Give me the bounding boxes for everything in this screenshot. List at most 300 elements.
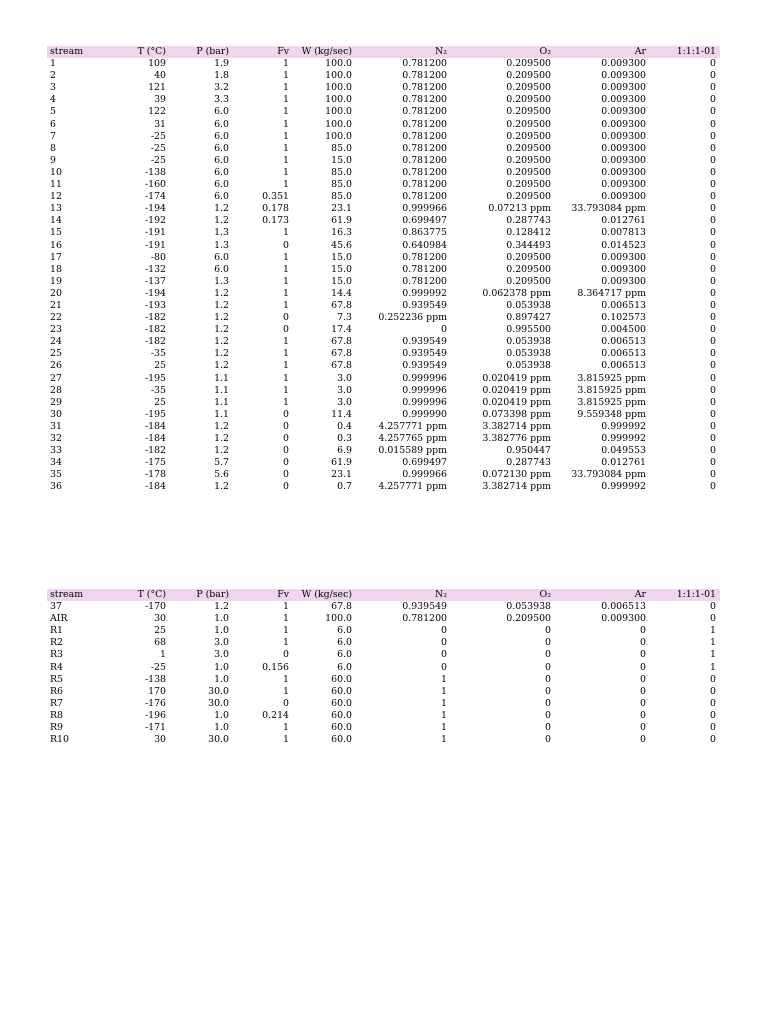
- col-n2-cell: 1: [441, 673, 447, 685]
- col-ar-cell: 0: [640, 637, 646, 649]
- col-vapor-fraction-cell: 1: [283, 154, 289, 166]
- col-1-1-1-01-header: 1:1:1-01: [650, 589, 720, 601]
- col-mass-flow-cell: 15.0: [331, 263, 352, 275]
- col-mass-flow-cell: 15.0: [331, 275, 352, 287]
- col-stream-cell: R9: [50, 722, 64, 734]
- col-pressure-cell: 6.0: [214, 191, 229, 203]
- col-o2-cell: 0.053938: [506, 336, 551, 348]
- col-stream-cell: 23: [50, 324, 62, 336]
- col-n2-cell: 0.781200: [402, 154, 447, 166]
- col-ar-cell: 3.815925 ppm: [577, 384, 646, 396]
- col-o2-cell: 3.382714 ppm: [482, 481, 551, 493]
- col-n2-cell: 0: [441, 324, 447, 336]
- col-vapor-fraction-cell: 0: [283, 239, 289, 251]
- col-vapor-fraction-cell: 1: [283, 94, 289, 106]
- table-row: [47, 131, 720, 143]
- col-n2-cell: 0.699497: [402, 457, 447, 469]
- col-o2-cell: 0.897427: [506, 312, 551, 324]
- col-1-1-1-01-cell: 0: [710, 336, 716, 348]
- table-row: [47, 385, 720, 397]
- col-temperature-cell: 1: [160, 649, 166, 661]
- col-vapor-fraction-cell: 1: [283, 734, 289, 746]
- col-vapor-fraction-cell: 1: [283, 275, 289, 287]
- col-mass-flow-cell: 0.7: [337, 481, 352, 493]
- col-1-1-1-01-cell: 0: [710, 118, 716, 130]
- col-stream-cell: R8: [50, 709, 64, 721]
- col-n2-header: N₂: [356, 589, 451, 601]
- col-vapor-fraction-cell: 1: [283, 673, 289, 685]
- col-vapor-fraction-cell: 0: [283, 481, 289, 493]
- col-vapor-fraction-cell: 0: [283, 457, 289, 469]
- col-ar-cell: 0.007813: [601, 227, 646, 239]
- col-vapor-fraction-cell: 1: [283, 625, 289, 637]
- col-temperature-cell: -182: [144, 445, 166, 457]
- col-temperature-cell: 122: [148, 106, 166, 118]
- col-pressure-cell: 1.3: [214, 227, 229, 239]
- table-row: [47, 433, 720, 445]
- col-mass-flow-cell: 60.0: [331, 709, 352, 721]
- col-temperature-cell: -35: [150, 348, 166, 360]
- col-ar-cell: 0: [640, 722, 646, 734]
- col-pressure-cell: 1.2: [214, 324, 229, 336]
- col-mass-flow-header: W (kg/sec): [293, 46, 356, 58]
- col-pressure-cell: 1.2: [214, 287, 229, 299]
- table-row: [47, 70, 720, 82]
- col-n2-cell: 0.781200: [402, 94, 447, 106]
- col-n2-cell: 1: [441, 685, 447, 697]
- col-ar-cell: 0.009300: [601, 58, 646, 70]
- col-stream-cell: 19: [50, 275, 62, 287]
- col-pressure-cell: 1.2: [214, 445, 229, 457]
- col-temperature-cell: -196: [144, 709, 166, 721]
- col-o2-cell: 0: [545, 673, 551, 685]
- col-mass-flow-cell: 6.0: [337, 625, 352, 637]
- col-o2-header: O₂: [451, 46, 555, 58]
- col-n2-cell: 0.999996: [402, 384, 447, 396]
- col-o2-cell: 0.020419 ppm: [482, 372, 551, 384]
- col-vapor-fraction-cell: 0: [283, 697, 289, 709]
- col-ar-cell: 0.009300: [601, 70, 646, 82]
- col-1-1-1-01-cell: 1: [710, 649, 716, 661]
- col-ar-cell: 0.009300: [601, 154, 646, 166]
- col-1-1-1-01-cell: 0: [710, 263, 716, 275]
- col-stream-cell: R4: [50, 661, 64, 673]
- table-row: [47, 312, 720, 324]
- col-mass-flow-cell: 23.1: [331, 469, 352, 481]
- table-row: [47, 625, 720, 637]
- col-ar-cell: 33.793084 ppm: [571, 203, 646, 215]
- col-o2-header: O₂: [451, 589, 555, 601]
- col-o2-cell: 0.209500: [506, 58, 551, 70]
- col-temperature-cell: -25: [150, 130, 166, 142]
- col-o2-cell: 0.209500: [506, 70, 551, 82]
- col-temperature-cell: -25: [150, 661, 166, 673]
- col-ar-cell: 0: [640, 649, 646, 661]
- col-vapor-fraction-cell: 1: [283, 166, 289, 178]
- table-row: [47, 82, 720, 94]
- col-ar-cell: 8.364717 ppm: [577, 287, 646, 299]
- table-row: [47, 94, 720, 106]
- col-mass-flow-cell: 16.3: [331, 227, 352, 239]
- col-1-1-1-01-cell: 0: [710, 82, 716, 94]
- col-1-1-1-01-cell: 0: [710, 70, 716, 82]
- table-row: [47, 276, 720, 288]
- col-temperature-cell: -80: [150, 251, 166, 263]
- col-temperature-cell: 121: [148, 82, 166, 94]
- col-o2-cell: 0: [545, 697, 551, 709]
- col-ar-cell: 0.049553: [601, 445, 646, 457]
- col-stream-cell: R1: [50, 625, 64, 637]
- col-vapor-fraction-cell: 1: [283, 299, 289, 311]
- col-mass-flow-cell: 61.9: [331, 457, 352, 469]
- table-row: [47, 155, 720, 167]
- col-ar-cell: 0.009300: [601, 94, 646, 106]
- col-n2-cell: 0.781200: [402, 130, 447, 142]
- col-1-1-1-01-cell: 0: [710, 420, 716, 432]
- col-1-1-1-01-cell: 0: [710, 239, 716, 251]
- col-n2-cell: 0.781200: [402, 613, 447, 625]
- col-ar-cell: 9.559348 ppm: [577, 408, 646, 420]
- col-o2-cell: 0.209500: [506, 166, 551, 178]
- col-o2-cell: 0.07213 ppm: [488, 203, 551, 215]
- col-1-1-1-01-cell: 0: [710, 251, 716, 263]
- col-o2-cell: 0: [545, 649, 551, 661]
- col-vapor-fraction-cell: 1: [283, 336, 289, 348]
- col-1-1-1-01-cell: 0: [710, 130, 716, 142]
- col-vapor-fraction-cell: 1: [283, 348, 289, 360]
- col-vapor-fraction-cell: 1: [283, 384, 289, 396]
- col-pressure-cell: 30.0: [208, 734, 229, 746]
- col-mass-flow-cell: 6.0: [337, 661, 352, 673]
- col-pressure-cell: 5.6: [214, 469, 229, 481]
- col-vapor-fraction-header: Fv: [233, 589, 293, 601]
- col-stream-cell: R10: [50, 734, 69, 746]
- col-ar-cell: 0.999992: [601, 481, 646, 493]
- header-row: [47, 46, 720, 58]
- col-stream-cell: AIR: [50, 613, 68, 625]
- table-row: [47, 240, 720, 252]
- col-n2-cell: 0.999996: [402, 372, 447, 384]
- table-row: [47, 336, 720, 348]
- table-body: [47, 58, 720, 493]
- col-stream-cell: 9: [50, 154, 56, 166]
- col-1-1-1-01-cell: 0: [710, 348, 716, 360]
- col-temperature-cell: -191: [144, 227, 166, 239]
- col-1-1-1-01-cell: 0: [710, 685, 716, 697]
- col-o2-cell: 3.382714 ppm: [482, 420, 551, 432]
- col-1-1-1-01-cell: 0: [710, 445, 716, 457]
- col-ar-cell: 0.009300: [601, 191, 646, 203]
- table-row: [47, 637, 720, 649]
- col-o2-cell: 0.072130 ppm: [482, 469, 551, 481]
- col-ar-cell: 0: [640, 709, 646, 721]
- col-ar-cell: 0: [640, 661, 646, 673]
- col-vapor-fraction-cell: 1: [283, 685, 289, 697]
- col-mass-flow-cell: 100.0: [325, 94, 352, 106]
- col-o2-cell: 0.053938: [506, 299, 551, 311]
- col-o2-cell: 0: [545, 637, 551, 649]
- table-row: [47, 106, 720, 118]
- col-o2-cell: 0.053938: [506, 348, 551, 360]
- col-mass-flow-cell: 0.3: [337, 433, 352, 444]
- col-mass-flow-cell: 67.8: [331, 299, 352, 311]
- col-ar-cell: 0.009300: [601, 275, 646, 287]
- col-stream-cell: 27: [50, 372, 62, 384]
- table-row: [47, 300, 720, 312]
- col-stream-cell: R2: [50, 637, 64, 649]
- col-temperature-cell: 39: [154, 94, 166, 106]
- col-stream-cell: 32: [50, 433, 62, 444]
- col-temperature-cell: -184: [144, 481, 166, 493]
- col-temperature-cell: -25: [150, 142, 166, 154]
- col-1-1-1-01-cell: 0: [710, 396, 716, 408]
- table-row: [47, 649, 720, 661]
- col-stream-cell: 5: [50, 106, 56, 118]
- col-o2-cell: 0.995500: [506, 324, 551, 336]
- col-1-1-1-01-cell: 0: [710, 179, 716, 191]
- col-o2-cell: 0.209500: [506, 263, 551, 275]
- col-1-1-1-01-cell: 1: [710, 661, 716, 673]
- col-temperature-cell: -174: [144, 191, 166, 203]
- col-1-1-1-01-cell: 0: [710, 709, 716, 721]
- col-vapor-fraction-cell: 0.156: [262, 661, 289, 673]
- col-stream-cell: 13: [50, 203, 62, 215]
- col-1-1-1-01-cell: 1: [710, 637, 716, 649]
- col-pressure-cell: 1.1: [214, 396, 229, 408]
- col-pressure-cell: 3.2: [214, 82, 229, 94]
- col-stream-header: stream: [47, 589, 129, 601]
- col-stream-cell: 20: [50, 287, 62, 299]
- col-1-1-1-01-cell: 0: [710, 94, 716, 106]
- col-n2-cell: 0: [441, 649, 447, 661]
- col-temperature-cell: 109: [148, 58, 166, 70]
- col-o2-cell: 0.053938: [506, 360, 551, 372]
- col-1-1-1-01-cell: 0: [710, 722, 716, 734]
- col-ar-cell: 0: [640, 685, 646, 697]
- col-mass-flow-cell: 85.0: [331, 166, 352, 178]
- col-vapor-fraction-cell: 1: [283, 613, 289, 625]
- table-row: [47, 601, 720, 613]
- col-temperature-cell: -178: [144, 469, 166, 481]
- col-mass-flow-cell: 0.4: [337, 420, 352, 432]
- col-pressure-cell: 1.0: [214, 722, 229, 734]
- col-vapor-fraction-cell: 1: [283, 179, 289, 191]
- col-temperature-cell: -194: [144, 203, 166, 215]
- col-n2-cell: 0.781200: [402, 179, 447, 191]
- col-temperature-cell: -182: [144, 336, 166, 348]
- col-pressure-cell: 1.9: [214, 58, 229, 70]
- col-ar-cell: 0.009300: [601, 130, 646, 142]
- col-stream-cell: 10: [50, 166, 62, 178]
- col-1-1-1-01-cell: 0: [710, 58, 716, 70]
- col-pressure-cell: 1.2: [214, 312, 229, 324]
- col-vapor-fraction-cell: 1: [283, 287, 289, 299]
- col-n2-cell: 0.999990: [402, 408, 447, 420]
- col-o2-cell: 0.062378 ppm: [482, 287, 551, 299]
- col-vapor-fraction-cell: 1: [283, 82, 289, 94]
- col-temperature-cell: -138: [144, 673, 166, 685]
- table-row: [47, 167, 720, 179]
- col-temperature-cell: -138: [144, 166, 166, 178]
- col-ar-cell: 0.102573: [601, 312, 646, 324]
- col-stream-cell: 8: [50, 142, 56, 154]
- col-mass-flow-cell: 60.0: [331, 722, 352, 734]
- col-ar-cell: 0.009300: [601, 613, 646, 625]
- col-ar-cell: 0.006513: [601, 299, 646, 311]
- col-1-1-1-01-cell: 0: [710, 408, 716, 420]
- col-mass-flow-cell: 85.0: [331, 142, 352, 154]
- col-o2-cell: 0.209500: [506, 613, 551, 625]
- col-ar-cell: 0.012761: [601, 457, 646, 469]
- col-stream-header: stream: [47, 46, 129, 58]
- col-1-1-1-01-cell: 0: [710, 433, 716, 444]
- col-mass-flow-cell: 100.0: [325, 70, 352, 82]
- col-pressure-cell: 1.0: [214, 613, 229, 625]
- col-pressure-header: P (bar): [170, 589, 233, 601]
- col-1-1-1-01-cell: 0: [710, 613, 716, 625]
- col-stream-cell: 35: [50, 469, 62, 481]
- col-stream-cell: 28: [50, 384, 62, 396]
- col-vapor-fraction-cell: 0.214: [262, 709, 289, 721]
- col-o2-cell: 0.209500: [506, 82, 551, 94]
- col-o2-cell: 0.950447: [506, 445, 551, 457]
- table-row: [47, 179, 720, 191]
- col-1-1-1-01-cell: 0: [710, 227, 716, 239]
- col-stream-cell: R6: [50, 685, 64, 697]
- col-pressure-cell: 1.2: [214, 481, 229, 493]
- col-o2-cell: 0.209500: [506, 251, 551, 263]
- col-mass-flow-cell: 67.8: [331, 601, 352, 613]
- table-row: [47, 662, 720, 674]
- col-o2-cell: 0.053938: [506, 601, 551, 613]
- col-pressure-cell: 1.2: [214, 360, 229, 372]
- table-row: [47, 203, 720, 215]
- col-vapor-fraction-header: Fv: [233, 46, 293, 58]
- table-body: [47, 601, 720, 746]
- table-row: [47, 722, 720, 734]
- col-mass-flow-cell: 17.4: [331, 324, 352, 336]
- stream-table-2: [47, 589, 720, 746]
- col-temperature-cell: -195: [144, 372, 166, 384]
- col-ar-cell: 0: [640, 697, 646, 709]
- col-stream-cell: 29: [50, 396, 62, 408]
- col-mass-flow-cell: 6.9: [337, 445, 352, 457]
- table-row: [47, 360, 720, 372]
- col-1-1-1-01-cell: 0: [710, 601, 716, 613]
- col-o2-cell: 0.020419 ppm: [482, 396, 551, 408]
- col-n2-cell: 4.257765 ppm: [378, 433, 447, 444]
- col-ar-cell: 0.012761: [601, 215, 646, 227]
- col-1-1-1-01-cell: 0: [710, 324, 716, 336]
- col-1-1-1-01-cell: 0: [710, 154, 716, 166]
- col-o2-cell: 0: [545, 625, 551, 637]
- table-row: [47, 469, 720, 481]
- col-vapor-fraction-cell: 0: [283, 649, 289, 661]
- table-row: [47, 734, 720, 746]
- col-mass-flow-cell: 85.0: [331, 191, 352, 203]
- col-ar-cell: 3.815925 ppm: [577, 372, 646, 384]
- table-row: [47, 58, 720, 70]
- col-pressure-cell: 1.1: [214, 408, 229, 420]
- col-mass-flow-cell: 7.3: [337, 312, 352, 324]
- col-temperature-cell: -192: [144, 215, 166, 227]
- col-1-1-1-01-cell: 0: [710, 275, 716, 287]
- col-vapor-fraction-cell: 1: [283, 130, 289, 142]
- col-pressure-cell: 1.2: [214, 348, 229, 360]
- col-vapor-fraction-cell: 1: [283, 601, 289, 613]
- col-pressure-cell: 1.2: [214, 433, 229, 444]
- col-o2-cell: 0.287743: [506, 215, 551, 227]
- table-row: [47, 710, 720, 722]
- col-mass-flow-cell: 67.8: [331, 360, 352, 372]
- col-temperature-cell: 25: [154, 396, 166, 408]
- table-row: [47, 215, 720, 227]
- col-mass-flow-cell: 23.1: [331, 203, 352, 215]
- col-mass-flow-cell: 100.0: [325, 613, 352, 625]
- col-1-1-1-01-cell: 0: [710, 287, 716, 299]
- col-vapor-fraction-cell: 1: [283, 70, 289, 82]
- col-mass-flow-cell: 67.8: [331, 348, 352, 360]
- col-1-1-1-01-cell: 0: [710, 481, 716, 493]
- col-pressure-cell: 1.8: [214, 70, 229, 82]
- col-n2-cell: 0.781200: [402, 82, 447, 94]
- col-o2-cell: 3.382776 ppm: [482, 433, 551, 444]
- col-1-1-1-01-cell: 0: [710, 215, 716, 227]
- col-stream-cell: R5: [50, 673, 64, 685]
- col-vapor-fraction-cell: 1: [283, 251, 289, 263]
- col-vapor-fraction-cell: 0: [283, 324, 289, 336]
- table-row: [47, 457, 720, 469]
- col-n2-cell: 0.939549: [402, 336, 447, 348]
- table-row: [47, 481, 720, 493]
- table-row: [47, 324, 720, 336]
- col-pressure-cell: 6.0: [214, 263, 229, 275]
- col-1-1-1-01-cell: 0: [710, 106, 716, 118]
- col-mass-flow-cell: 3.0: [337, 384, 352, 396]
- col-pressure-cell: 1.2: [214, 601, 229, 613]
- col-pressure-cell: 1.2: [214, 420, 229, 432]
- col-stream-cell: 30: [50, 408, 62, 420]
- col-pressure-cell: 1.0: [214, 673, 229, 685]
- col-mass-flow-cell: 100.0: [325, 106, 352, 118]
- col-pressure-cell: 5.7: [214, 457, 229, 469]
- col-stream-cell: 14: [50, 215, 62, 227]
- col-mass-flow-cell: 67.8: [331, 336, 352, 348]
- col-1-1-1-01-cell: 0: [710, 384, 716, 396]
- col-ar-cell: 0.009300: [601, 263, 646, 275]
- col-o2-cell: 0.209500: [506, 154, 551, 166]
- col-pressure-cell: 6.0: [214, 130, 229, 142]
- col-temperature-cell: -193: [144, 299, 166, 311]
- col-pressure-cell: 1.1: [214, 372, 229, 384]
- col-mass-flow-header: W (kg/sec): [293, 589, 356, 601]
- col-temperature-cell: -171: [144, 722, 166, 734]
- col-pressure-cell: 1.1: [214, 384, 229, 396]
- col-vapor-fraction-cell: 0: [283, 445, 289, 457]
- col-1-1-1-01-cell: 0: [710, 360, 716, 372]
- col-n2-cell: 0: [441, 661, 447, 673]
- col-n2-cell: 0: [441, 637, 447, 649]
- col-pressure-cell: 3.3: [214, 94, 229, 106]
- col-n2-cell: 0.939549: [402, 360, 447, 372]
- col-pressure-cell: 1.3: [214, 239, 229, 251]
- col-temperature-cell: -182: [144, 312, 166, 324]
- col-temperature-header: T (°C): [129, 589, 170, 601]
- col-vapor-fraction-cell: 0.351: [262, 191, 289, 203]
- col-n2-cell: 0.781200: [402, 166, 447, 178]
- col-n2-cell: 4.257771 ppm: [378, 481, 447, 493]
- table-row: [47, 373, 720, 385]
